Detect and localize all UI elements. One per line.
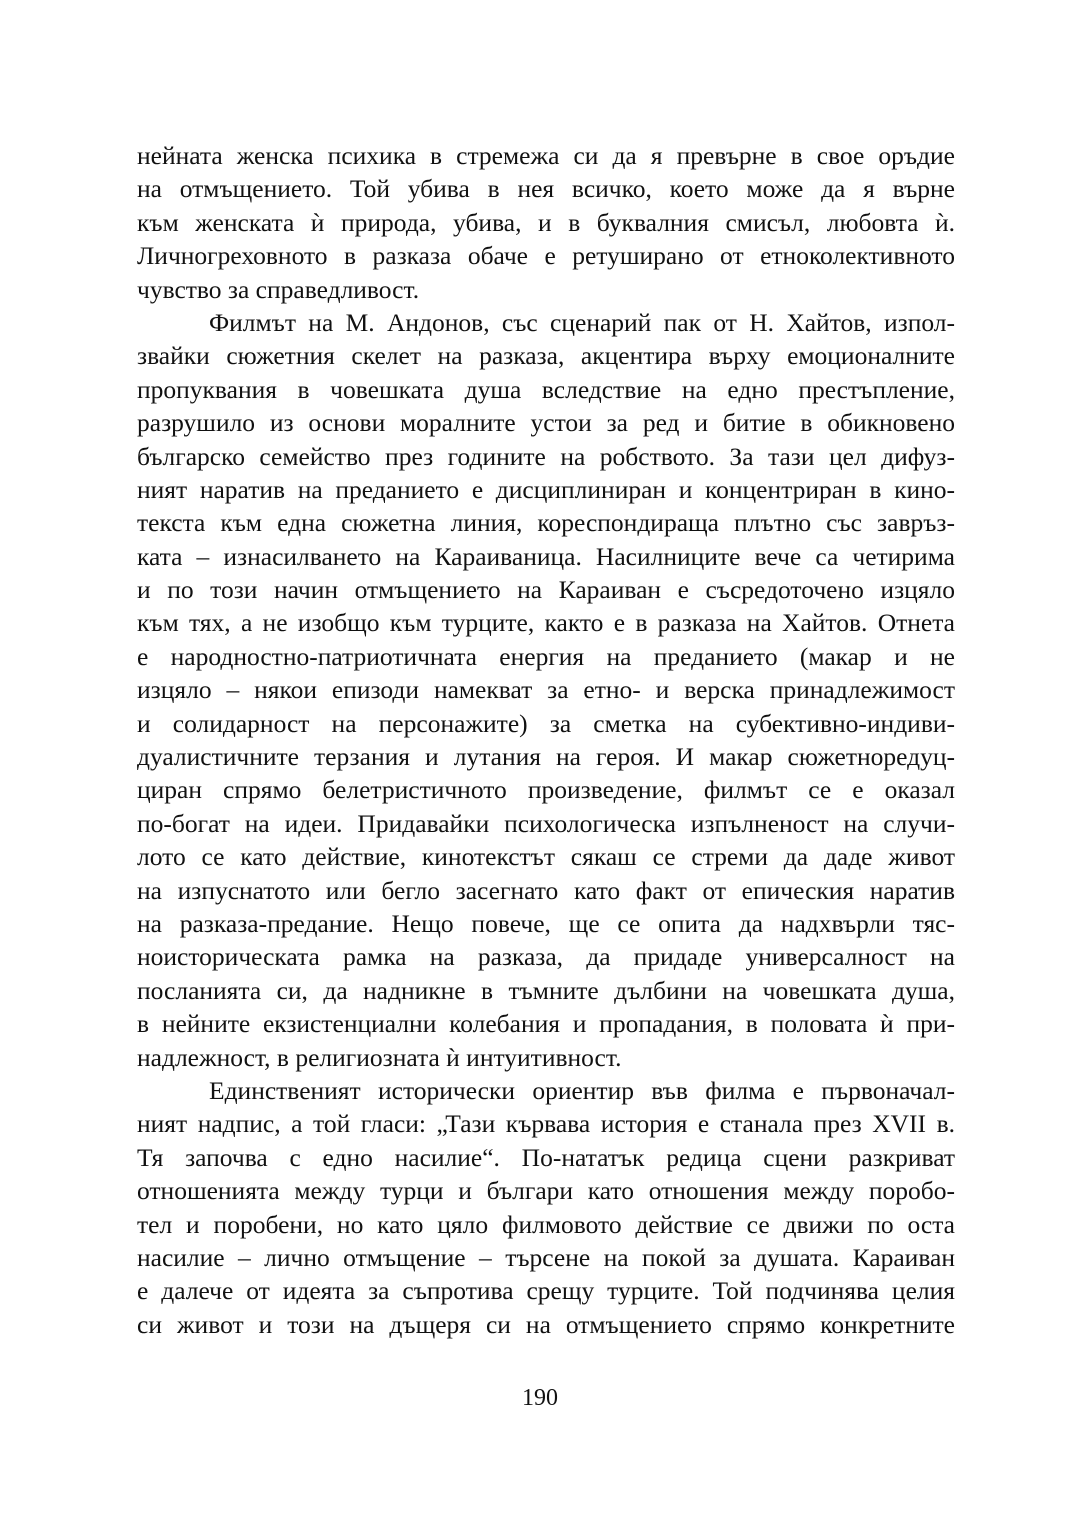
text-line-23: на изпуснатото или бегло засегнато като факт от епическия наратив [137,875,955,905]
text-line-24: на разказа-предание. Нещо повече, ще се опита да надхвърли тяс- [137,908,955,938]
text-line-16: е народностно-патриотичната енергия на преданието (макар и не [137,641,955,671]
text-line-3: към женската ѝ природа, убива, и в буквалния смисъл, любовта ѝ. [137,207,955,237]
text-line-17: изцяло – някои епизоди намекват за етно- и верска принадлежимост [137,675,955,705]
text-line-7: звайки сюжетния скелет на разказа, акцентира върху емоционалните [137,341,955,371]
page-number: 190 [522,1385,558,1411]
text-line-11: ният наратив на преданието е дисциплиниран и концентриран в кино- [137,474,955,504]
text-line-12: текста към една сюжетна линия, кореспондираща плътно със завръз- [137,508,955,538]
text-line-10: българско семейство през годините на робството. За тази цел дифуз- [137,441,955,471]
text-line-6: Филмът на М. Андонов, със сценарий пак от Н. Хайтов, изпол- [209,307,955,337]
text-line-29: Единственият исторически ориентир във филма е първоначал- [209,1075,955,1105]
text-line-2: на отмъщението. Той убива в нея всичко, което може да я върне [137,174,955,204]
text-line-9: разрушило из основи моралните устои за ред и битие в обикновено [137,408,955,438]
text-line-27: в нейните екзистенциални колебания и пропадания, в половата ѝ при- [137,1009,955,1039]
text-line-18: и солидарност на персонажите) за сметка на субективно-индиви- [137,708,955,738]
text-line-30: ният надпис, а той гласи: „Тази кървава история е станала през XVII в. [137,1109,955,1139]
text-line-36: си живот и този на дъщеря си на отмъщението спрямо конкретните [137,1309,955,1339]
text-line-5: чувство за справедливост. [137,274,420,304]
text-line-25: ноисторическата рамка на разказа, да придаде универсалност на [137,942,955,972]
text-line-35: е далече от идеята за съпротива срещу турците. Той подчинява целия [137,1276,955,1306]
text-line-15: към тях, а не изобщо към турците, както е в разказа на Хайтов. Отнета [137,608,955,638]
text-line-20: циран спрямо белетристичното произведение, филмът се е оказал [137,775,955,805]
body-text [137,139,955,1341]
text-line-13: ката – изнасилването на Караиваница. Насилниците вече са четирима [137,541,955,571]
text-line-26: посланията си, да надникне в тъмните дълбини на човешката душа, [137,975,955,1005]
text-line-4: Личногреховното в разказа обаче е ретуширано от етноколективното [137,241,955,271]
text-line-34: насилие – лично отмъщение – търсене на покой за душата. Караиван [137,1242,955,1272]
text-line-28: надлежност, в религиозната ѝ интуитивност. [137,1042,622,1072]
text-line-1: нейната женска психика в стремежа си да я превърне в свое оръдие [137,141,955,170]
text-line-33: тел и поробени, но като цяло филмовото действие се движи по оста [137,1209,955,1239]
text-line-22: лото се като действие, кинотекстът сякаш се стреми да даде живот [137,842,955,872]
text-line-8: пропуквания в човешката душа вследствие на едно престъпление, [137,374,955,404]
text-line-14: и по този начин отмъщението на Караиван е съсредоточено изцяло [137,575,955,605]
text-line-19: дуалистичните терзания и лутания на героя. И макар сюжетноредуц- [137,742,955,772]
text-line-21: по-богат на идеи. Придавайки психологическа изпълненост на случи- [137,808,955,838]
text-line-32: отношенията между турци и българи като отношения между поробо- [137,1176,955,1206]
text-line-31: Тя започва с едно насилие“. По-нататък редица сцени разкриват [137,1142,955,1172]
